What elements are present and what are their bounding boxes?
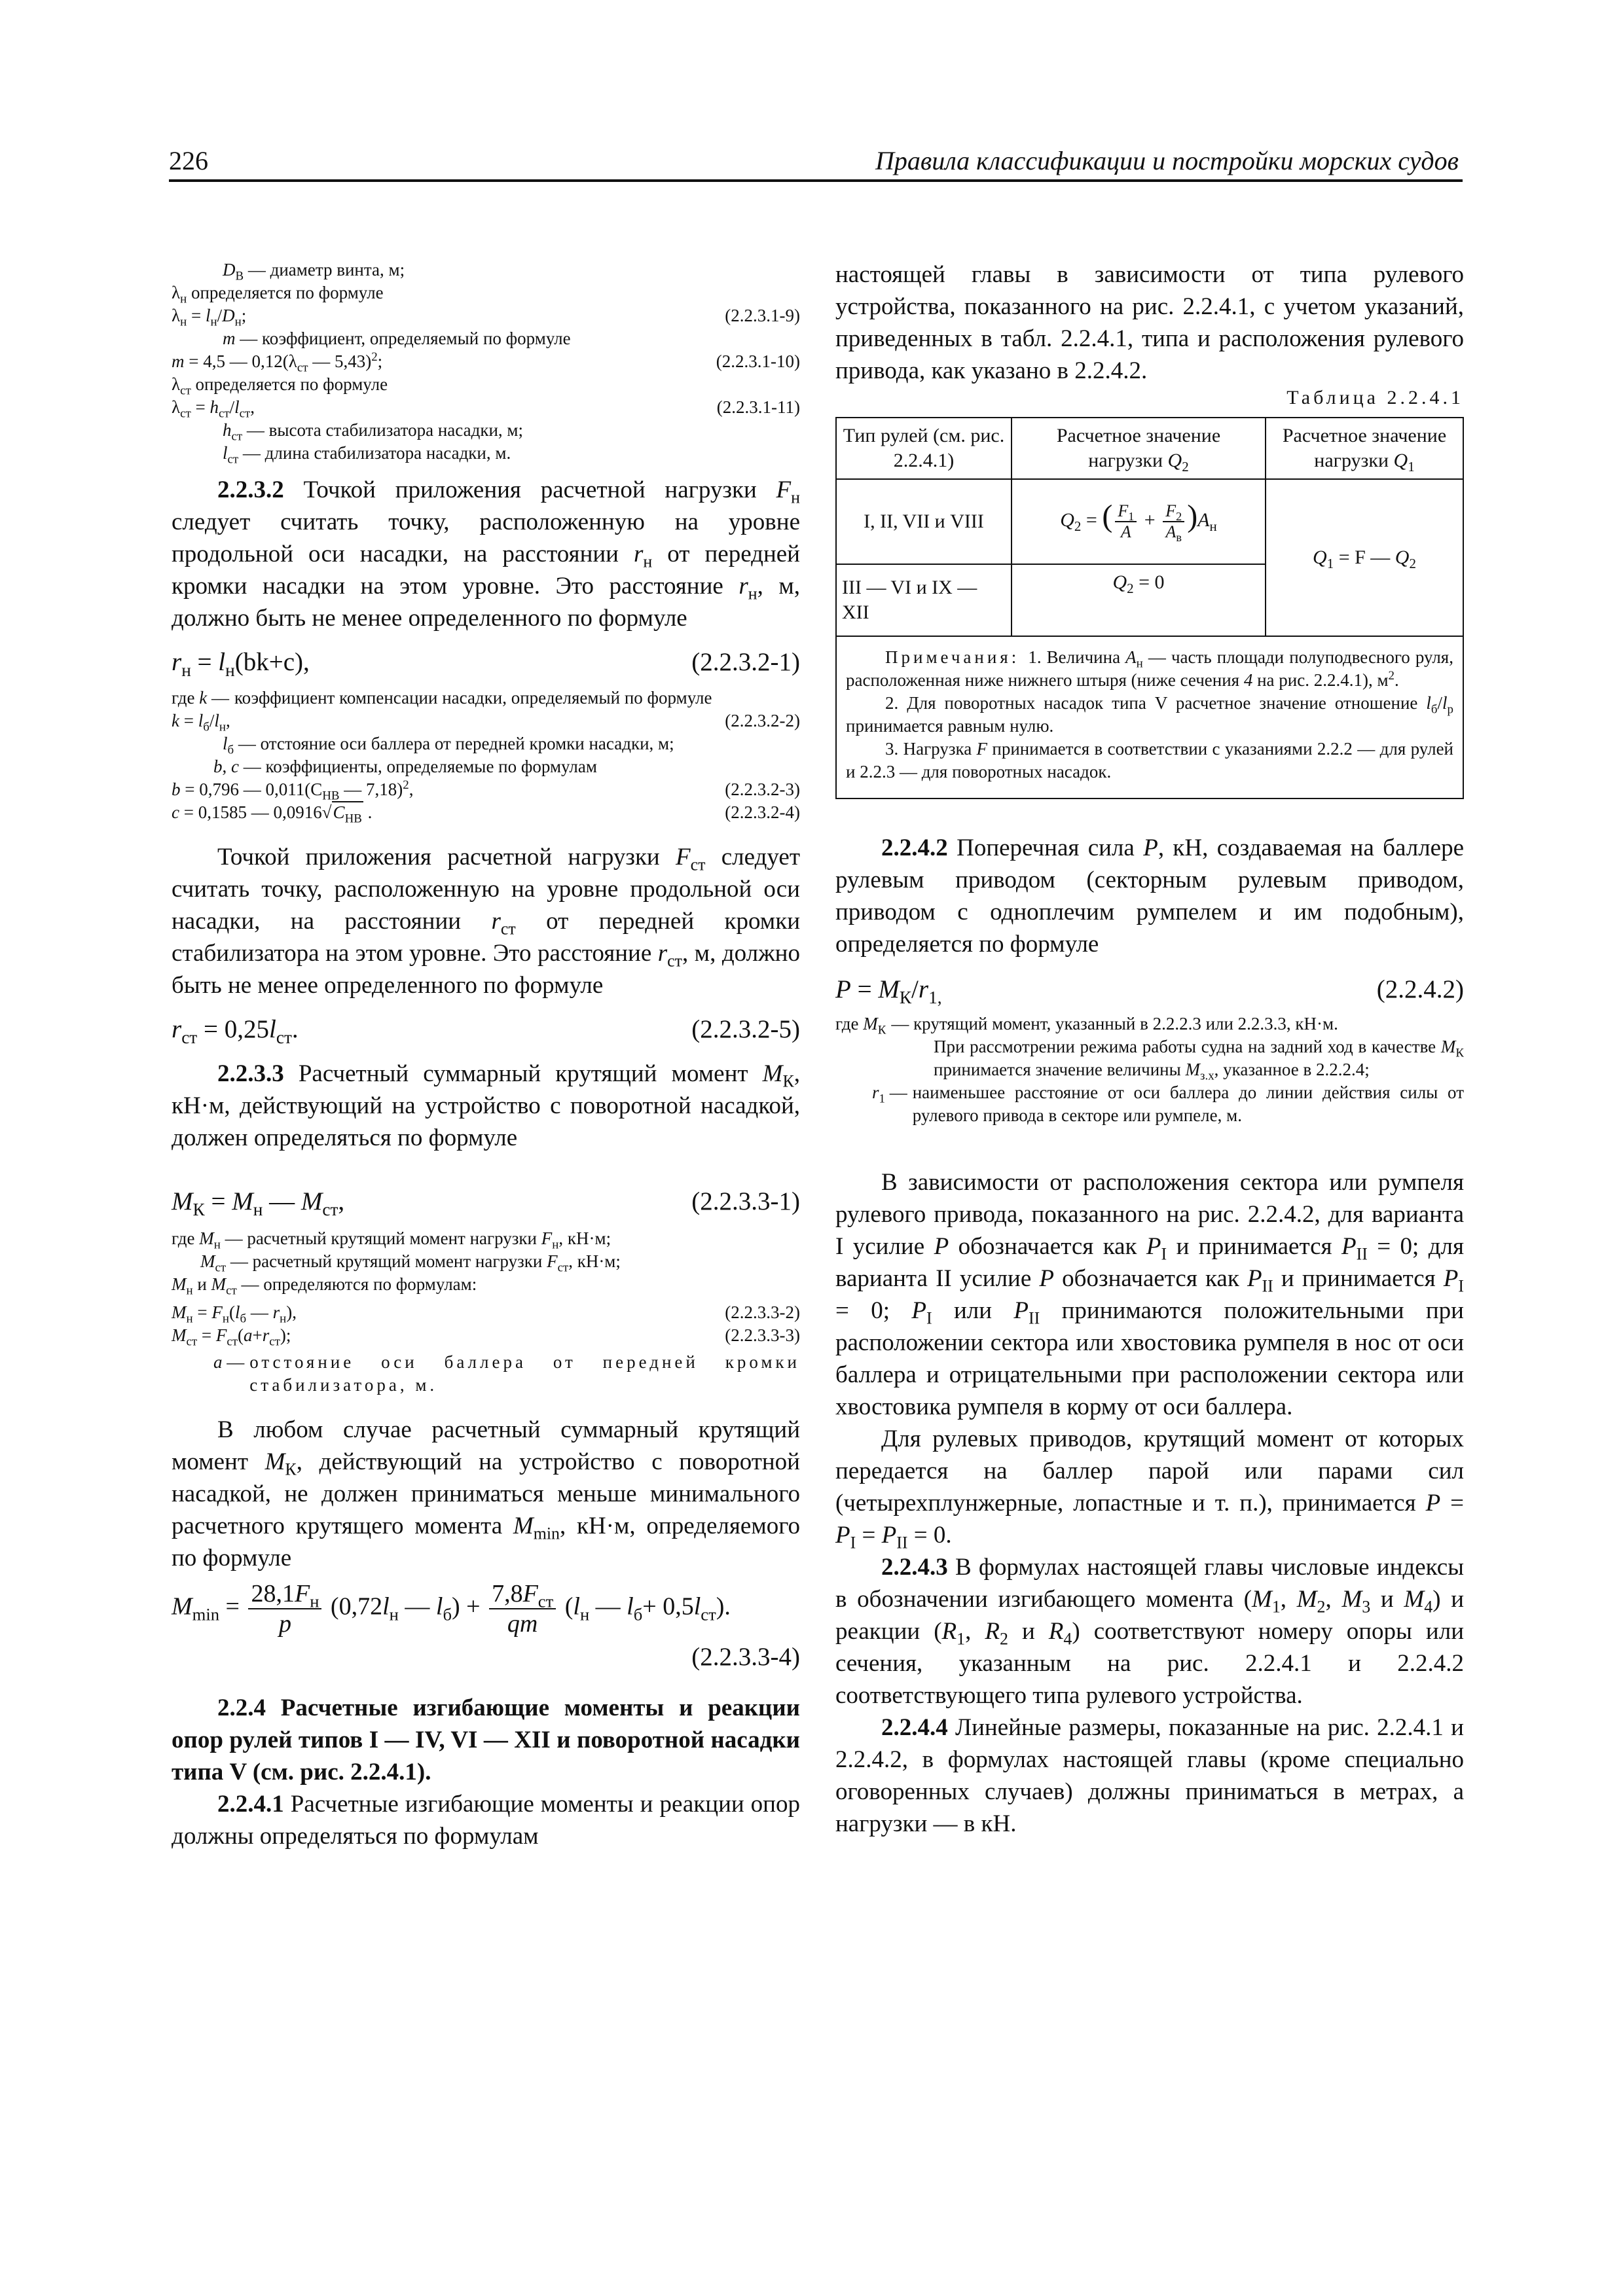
table-cell-q1-formula: $Q_1 = F$ — $Q_2$ — [1266, 479, 1463, 636]
table-row — [836, 479, 1463, 564]
table-notes-row — [836, 636, 1463, 798]
def-lst: $l_{ст}$ — длина стабилизатора насадки, м. — [223, 443, 511, 467]
table-cell-type-2: III — VI и IX — XII — [836, 564, 1012, 636]
def-hst: $h_{ст}$ — высота стабилизатора насадки, м; — [223, 420, 523, 444]
section-2241: 2.2.4.1 Расчетные изгибающие моменты и реакции опор должны определяться по формулам — [172, 1791, 800, 1850]
table-header-q1: Расчетное значение нагрузки $Q_1$ — [1266, 418, 1463, 479]
lambda-st-intro: $\lambda_{ст}$ определяется по формуле — [172, 374, 388, 398]
section-2244: 2.2.4.4 Линейные размеры, показанные на рис. 2.2.4.1 и 2.2.4.2, в формулах настоящей главы (кроме специально оговоренных случаев) должны приниматься в метрах, а нагрузки — в кН. — [835, 1714, 1464, 1837]
eq-lambda-st: $\lambda_{ст} = h_{ст}/l_{ст}$, (2.2.3.1-11) — [172, 397, 800, 421]
eq-lambda-h: $\lambda_н = l_н/D_н$; (2.2.3.1-9) — [172, 306, 800, 329]
def-bc: b, c — коэффициенты, определяемые по формулам — [213, 757, 597, 776]
eq-mk: $M_К = M_н$ — $M_{ст}$, (2.2.3.3-1) — [172, 1187, 800, 1219]
def-k: где k — коэффициент компенсации насадки, определяемый по формуле — [172, 688, 712, 708]
section-2232: 2.2.3.2 Точкой приложения расчетной нагрузки $F_н$ следует считать точку, расположенную на уровне продольной оси насадки, на расстоянии $r_н$ от передней кромки насадки на этом уровне. Это расстояние $r_н$, м, должно быть не менее определенного по формуле — [172, 476, 800, 632]
right-column — [835, 259, 1464, 1840]
eq-mst: $M_{ст} = F_{ст}(a+r_{ст})$; (2.2.3.3-3) — [172, 1325, 800, 1349]
table-header-row — [836, 418, 1463, 479]
section-224-heading: 2.2.4 Расчетные изгибающие моменты и реакции опор рулей типов I — IV, VI — XII и поворотной насадки типа V (см. рис. 2.2.4.1). — [172, 1695, 800, 1785]
def-mk-continued: При рассмотрении режима работы судна на задний ход в качестве $M_К$ принимается значение величины $M_{з.х}$, указанное в 2.2.2.4; — [934, 1037, 1464, 1083]
header-rule — [169, 179, 1463, 182]
table-cell-type-1: I, II, VII и VIII — [836, 479, 1012, 564]
running-title: Правила классификации и постройки морских судов — [875, 146, 1459, 175]
def-mst: $M_{ст}$ — расчетный крутящий момент нагрузки $F_{ст}$, кН·м; — [200, 1251, 621, 1275]
table-caption: Таблица 2.2.4.1 — [1286, 387, 1464, 408]
eq-rn: $r_н = l_н(bk+c)$, (2.2.3.2-1) — [172, 648, 800, 680]
table-header-type: Тип рулей (см. рис. 2.2.4.1) — [836, 418, 1012, 479]
def-m: m — коэффициент, определяемый по формуле — [223, 329, 571, 348]
left-column — [172, 259, 800, 1852]
section-2242: 2.2.4.2 Поперечная сила P, кН, создаваемая на баллере рулевым приводом (секторным рулевым приводом, приводом с одноплечим румпелем и им подобным), определяется по формуле — [835, 834, 1465, 958]
section-2233: 2.2.3.3 Расчетный суммарный крутящий момент $M_К$, кН·м, действующий на устройство с поворотной насадкой, должен определяться по формуле — [172, 1060, 800, 1151]
def-lb: $l_б$ — отстояние оси баллера от передней кромки насадки, м; — [223, 734, 674, 757]
eq-mmin-number-row: (2.2.3.3-4) — [691, 1643, 800, 1671]
eq-rst: $r_{ст} = 0,25l_{ст}$. (2.2.3.2-5) — [172, 1015, 800, 1047]
def-r1: $r_1$ — наименьшее расстояние от оси баллера до линии действия силы от рулевого привода в секторе или румпеле, м. — [872, 1083, 1464, 1125]
def-mn: где $M_н$ — расчетный крутящий момент нагрузки $F_н$, кН·м; — [172, 1229, 611, 1252]
lambda-h-intro: $\lambda_н$ определяется по формуле — [172, 283, 384, 306]
para-continued: настоящей главы в зависимости от типа рулевого устройства, показанного на рис. 2.2.4.1, с учетом указаний, приведенных в табл. 2.2.4.1, типа и расположения рулевого привода, как указано в 2.2.4.2. — [835, 261, 1464, 384]
def-mn-mst: $M_н$ и $M_{ст}$ — определяются по формулам: — [172, 1274, 477, 1298]
section-2243: 2.2.4.3 В формулах настоящей главы числовые индексы в обозначении изгибающего момента ($M_1$, $M_2$, $M_3$ и $M_4$) и реакции ($R_1$, $R_2$ и $R_4$) соответствуют номеру опоры или сечения, указанным на рис. 2.2.4.1 и 2.2.4.2 соответствующего типа рулевого устройства. — [835, 1554, 1464, 1709]
eq-mn: $M_н = F_н(l_б$ — $r_н$), (2.2.3.3-2) — [172, 1302, 800, 1326]
page-number: 226 — [169, 146, 208, 175]
para-fst: Точкой приложения расчетной нагрузки $F_{ст}$ следует считать точку, расположенную на уровне продольной оси насадки, на расстоянии $r_{ст}$ от передней кромки стабилизатора на этом уровне. Это расстояние $r_{ст}$, м, должно быть не менее определенного по формуле — [172, 844, 801, 999]
table-cell-q2-zero: $Q_2 = 0$ — [1012, 564, 1266, 636]
eq-c: c = 0,1585 — $0,0916√C_{НВ}$ . (2.2.3.2-4) — [172, 802, 800, 826]
eq-m: m = 4,5 — $0,12(\lambda_{ст}$ — 5,43)$^2$; (2.2.3.1-10) — [172, 350, 800, 375]
def-mk: где $M_К$ — крутящий момент, указанный в 2.2.2.3 или 2.2.3.3, кН·м. — [835, 1014, 1338, 1037]
table-notes: Примечания: 1. Величина $A_н$ — часть площади полуподвесного руля, расположенная ниже нижнего штыря (ниже сечения 4 на рис. 2.2.4.1), $м^2$. 2. Для поворотных насадок типа V расчетное значение отношение $l_б/l_р$ принимается равным нулю. 3. Нагрузка F принимается в соответствии с указаниями 2.2.2 — для рулей и 2.2.3 — для поворотных насадок. — [836, 636, 1463, 798]
page-header — [169, 145, 1459, 182]
para-pairs: Для рулевых приводов, крутящий момент от которых передается на баллер парой или парами сил (четырехплунжерные, лопастные и т. п.), принимается $P = P_I = P_{II} = 0$. — [835, 1426, 1464, 1552]
eq-p: $P = M_К/r_{1,}$ (2.2.4.2) — [835, 975, 1464, 1007]
eq-k: $k = l_б/l_н$, (2.2.3.2-2) — [172, 711, 800, 734]
table-cell-q2-formula: $Q_2$ = ( $\frac{F_1}{A}$ + $\frac{F_2}{A_в}$ )$A_н$ — [1012, 479, 1266, 564]
def-db: $D_В$ — диаметр винта, м; — [223, 260, 405, 283]
para-variants: В зависимости от расположения сектора или румпеля рулевого привода, показанного на рис. 2.2.4.2, для варианта I усилие P обозначается как $P_I$ и принимается $P_{II} = 0$; для варианта II усилие P обозначается как $P_{II}$ и принимается $P_I = 0$; $P_I$ или $P_{II}$ принимаются положительными при расположении сектора или хвостовика румпеля в нос от оси баллера и отрицательными при расположении сектора или хвостовика румпеля в корму от оси баллера. — [835, 1169, 1465, 1420]
table-header-q2: Расчетное значение нагрузки $Q_2$ — [1012, 418, 1266, 479]
eq-mmin: $M_{min}$ = $\frac{28,1F_н}{p}$ ($0,72l_н$ — $l_б$) + $\frac{7,8F_{ст}}{qm}$ ($l_н$ — $l_б+ 0,5l_{ст}$). — [172, 1580, 731, 1638]
def-a: a — отстояние оси баллера от передней кромки стабилизатора, м. — [213, 1352, 800, 1395]
table-2241 — [835, 417, 1464, 799]
para-mmin: В любом случае расчетный суммарный крутящий момент $M_К$, действующий на устройство с поворотной насадкой, не должен приниматься меньше минимального расчетного крутящего момента $M_{min}$, кН·м, определяемого по формуле — [172, 1416, 800, 1571]
eq-b: b = 0,796 — $0,011(C_{НВ}$ — 7,18)$^2$, (2.2.3.2-3) — [172, 778, 800, 803]
